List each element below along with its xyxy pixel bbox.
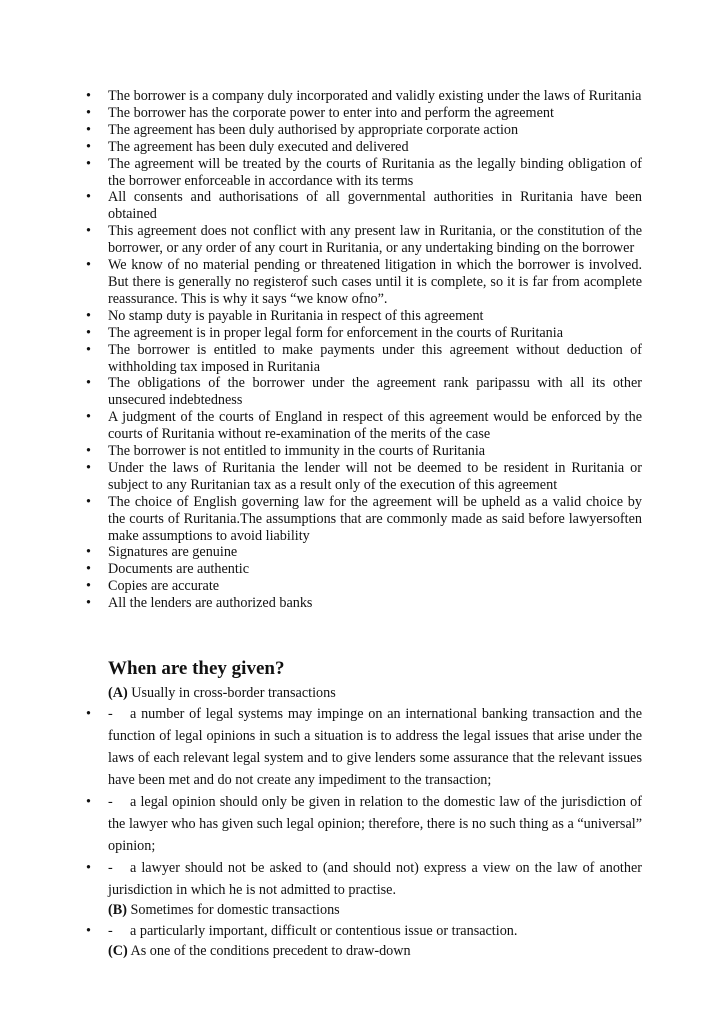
list-item-text: Under the laws of Ruritania the lender will not be deemed to be resident in Ruritania or subject to any Ruritanian tax as a result only of the execution of this agreement	[108, 459, 642, 493]
assumption-list	[86, 88, 642, 612]
bullet-marker: •	[86, 595, 91, 612]
list-item	[86, 409, 642, 443]
list-item	[86, 325, 642, 342]
list-item-text: The borrower is not entitled to immunity in the courts of Ruritania	[108, 443, 486, 460]
list-item-text: The agreement will be treated by the courts of Ruritania as the legally binding obligation of the borrower enforceable in accordance with its terms	[108, 155, 642, 189]
bullet-marker: •	[86, 860, 91, 876]
list-item	[86, 561, 642, 578]
bullet-marker: •	[86, 155, 91, 172]
subsection-marker: (A)	[108, 685, 128, 701]
list-item	[86, 105, 642, 122]
list-item-text: This agreement does not conflict with any present law in Ruritania, or the constitution of the borrower, or any order of any court in Ruritania, or any undertaking binding on the borrower	[108, 223, 642, 257]
bullet-marker: •	[86, 409, 91, 426]
bullet-marker: •	[86, 324, 91, 341]
subsection-c-label	[86, 942, 642, 961]
list-item	[86, 88, 642, 105]
list-item-text: The borrower is a company duly incorporated and validly existing under the laws of Ruritania	[108, 88, 642, 104]
list-item	[86, 223, 642, 257]
list-item	[86, 189, 642, 223]
list-item	[86, 857, 642, 901]
list-item-text: a particularly important, difficult or contentious issue or transaction.	[130, 923, 518, 939]
list-item-text: All consents and authorisations of all governmental authorities in Ruritania have been obtained	[108, 189, 642, 223]
bullet-marker: •	[86, 493, 91, 510]
list-item-text: The agreement is in proper legal form for enforcement in the courts of Ruritania	[108, 324, 564, 341]
subsection-a-label	[86, 684, 642, 703]
list-item-text: The borrower is entitled to make payments under this agreement without deduction of withholding tax imposed in Ruritania	[108, 341, 642, 375]
bullet-marker: •	[86, 138, 91, 155]
bullet-marker: •	[86, 121, 91, 138]
bullet-marker: •	[86, 459, 91, 476]
bullet-marker: •	[86, 257, 91, 274]
subsection-text: Usually in cross-border transactions	[131, 685, 336, 701]
list-item	[86, 494, 642, 545]
list-item-text: The agreement has been duly authorised by appropriate corporate action	[108, 121, 519, 138]
list-item-text: a legal opinion should only be given in relation to the domestic law of the jurisdiction of the lawyer who has given such legal opinion; therefore, there is no such thing as a “universal” opinion;	[108, 794, 642, 854]
list-item	[86, 375, 642, 409]
dash-marker: -	[108, 923, 113, 939]
dash-marker: -	[108, 794, 113, 810]
list-item	[86, 460, 642, 494]
list-item	[86, 257, 642, 308]
subsection-text: As one of the conditions precedent to draw-down	[130, 943, 411, 959]
list-item	[86, 791, 642, 857]
list-item-text: Copies are accurate	[108, 578, 220, 595]
subsection-b-label	[86, 901, 642, 920]
bullet-marker: •	[86, 794, 91, 810]
subsection-text: Sometimes for domestic transactions	[130, 902, 340, 918]
list-item	[86, 156, 642, 190]
bullet-marker: •	[86, 706, 91, 722]
bullet-marker: •	[86, 307, 91, 324]
list-item-text: a lawyer should not be asked to (and should not) express a view on the law of another jurisdiction in which he is not admitted to practise.	[108, 860, 642, 898]
dash-marker: -	[108, 706, 113, 722]
list-item-text: All the lenders are authorized banks	[108, 595, 313, 612]
when-given-section	[86, 658, 642, 961]
bullet-marker: •	[86, 544, 91, 561]
list-item-text: The choice of English governing law for the agreement will be upheld as a valid choice by the courts of Ruritania.The assumptions that are commonly made as said before lawyersoften make assumptions to avoid liability	[108, 493, 642, 544]
list-item-text: We know of no material pending or threatened litigation in which the borrower is involved. But there is generally no registerof such cases until it is complete, so it is far from acomplete reassurance. This is why it says “we know ofno”.	[108, 257, 642, 307]
dash-marker: -	[108, 860, 113, 876]
list-item-text: Signatures are genuine	[108, 544, 238, 561]
subsection-marker: (B)	[108, 902, 127, 918]
list-item	[86, 122, 642, 139]
list-item-text: Documents are authentic	[108, 561, 250, 578]
list-item-text: A judgment of the courts of England in respect of this agreement would be enforced by the courts of Ruritania without re-examination of the merits of the case	[108, 409, 642, 443]
list-item	[86, 703, 642, 791]
list-item-text: The agreement has been duly executed and delivered	[108, 138, 409, 155]
list-item	[86, 308, 642, 325]
bullet-marker: •	[86, 88, 91, 104]
bullet-marker: •	[86, 923, 91, 939]
list-item	[86, 342, 642, 376]
section-heading: When are they given?	[108, 658, 285, 679]
bullet-marker: •	[86, 341, 91, 358]
list-item	[86, 595, 642, 612]
bullet-marker: •	[86, 104, 91, 121]
list-item	[86, 139, 642, 156]
subsection-marker: (C)	[108, 943, 128, 959]
list-item	[86, 920, 642, 942]
bullet-marker: •	[86, 375, 91, 392]
list-item-text: No stamp duty is payable in Ruritania in respect of this agreement	[108, 307, 484, 324]
list-item	[86, 578, 642, 595]
bullet-marker: •	[86, 189, 91, 206]
list-item-text: a number of legal systems may impinge on an international banking transaction and the function of legal opinions in such a situation is to address the legal issues that arise under the laws of each relevant legal system and to give lenders some assurance that the relevant issues have been met and do not create any impediment to the transaction;	[108, 706, 642, 788]
list-item	[86, 544, 642, 561]
list-item-text: The obligations of the borrower under the agreement rank paripassu with all its other unsecured indebtedness	[108, 375, 642, 409]
list-item-text: The borrower has the corporate power to enter into and perform the agreement	[108, 104, 554, 121]
bullet-marker: •	[86, 223, 91, 240]
bullet-marker: •	[86, 578, 91, 595]
list-item	[86, 443, 642, 460]
bullet-marker: •	[86, 561, 91, 578]
bullet-marker: •	[86, 443, 91, 460]
